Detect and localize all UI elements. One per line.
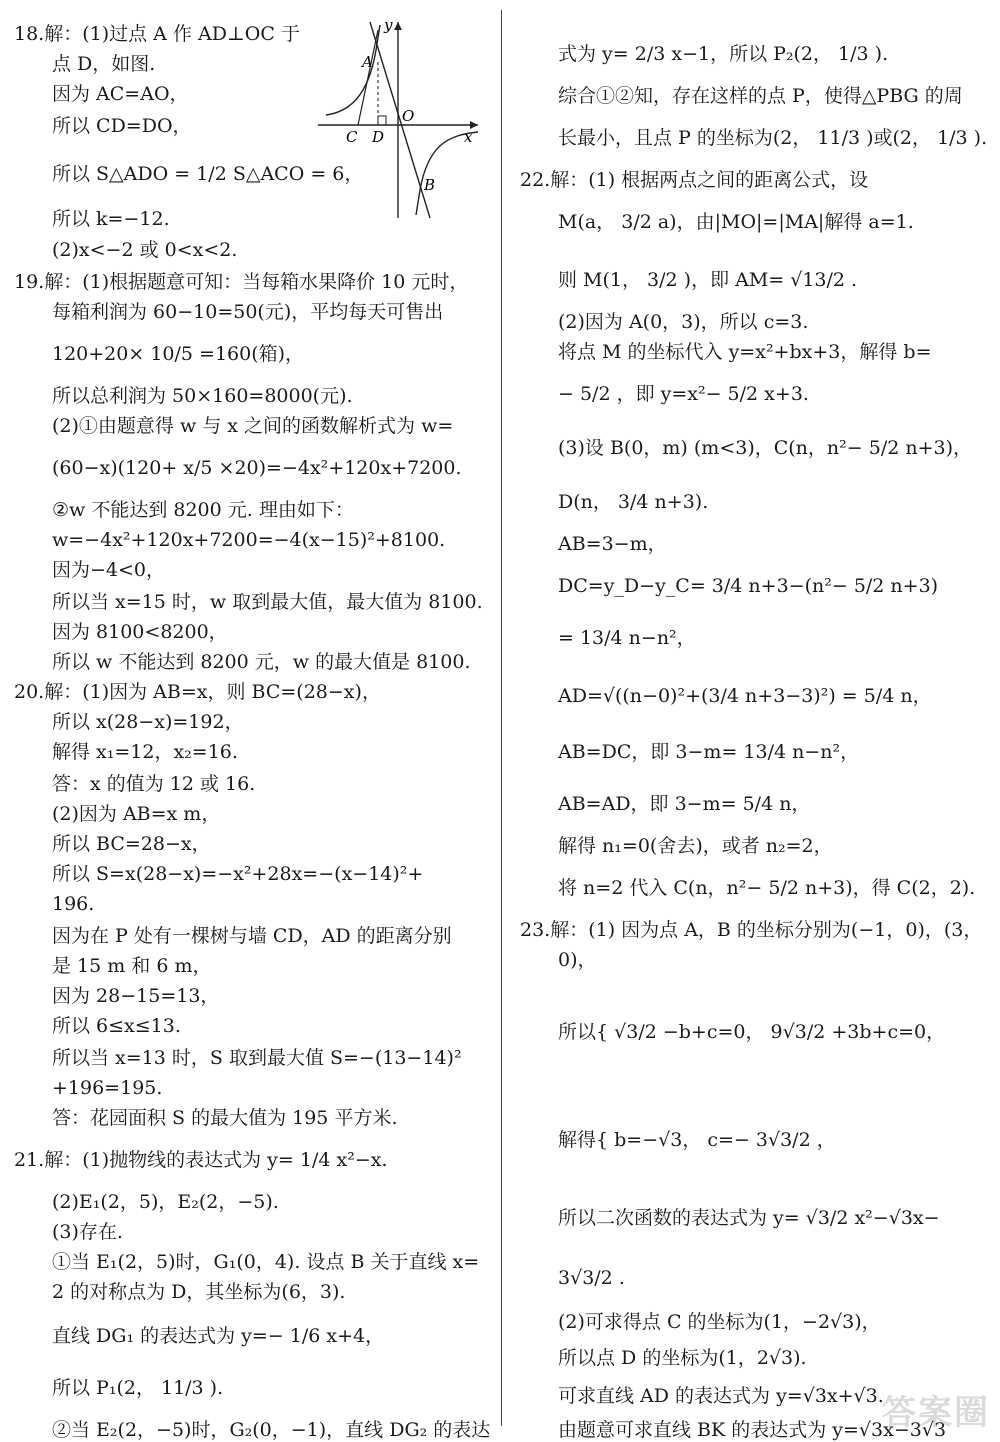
left-text-line: 因为在 P 处有一棵树与墙 CD，AD 的距离分别 — [52, 925, 452, 947]
left-text-line: 答：花园面积 S 的最大值为 195 平方米. — [52, 1107, 398, 1129]
left-text-line: 120+20× 10/5 =160(箱)， — [52, 343, 305, 365]
right-text-line: 23.解：(1) 因为点 A，B 的坐标分别为(−1，0)，(3， — [520, 919, 983, 941]
left-text-line: (2)x<−2 或 0<x<2. — [52, 239, 238, 261]
left-text-line: ①当 E₁(2，5)时，G₁(0，4). 设点 B 关于直线 x= — [52, 1251, 480, 1273]
hyperbola-figure — [318, 20, 483, 220]
label-B: B — [424, 176, 436, 194]
label-C: C — [346, 128, 358, 146]
left-text-line: 所以 CD=DO， — [52, 115, 192, 137]
right-text-line: AB=AD，即 3−m= 5/4 n， — [558, 793, 811, 815]
right-text-line: 则 M(1， 3/2 )，即 AM= √13/2 . — [558, 269, 858, 291]
left-text-line: 所以当 x=13 时，S 取到最大值 S=−(13−14)² — [52, 1047, 462, 1069]
right-text-line: (2)可求得点 C 的坐标为(1，−2√3)， — [558, 1311, 881, 1333]
right-text-line: 将点 M 的坐标代入 y=x²+bx+3，解得 b= — [558, 341, 932, 363]
left-text-line: 所以 BC=28−x， — [52, 833, 211, 855]
right-text-line: AD=√((n−0)²+(3/4 n+3−3)²) = 5/4 n， — [558, 685, 932, 707]
left-text-line: 所以 x(28−x)=192， — [52, 711, 244, 733]
watermark-logo: 答案圈 — [882, 1393, 990, 1433]
right-text-line: 由题意可求直线 BK 的表达式为 y=√3x−3√3 — [558, 1419, 947, 1441]
left-text-line: 20.解：(1)因为 AB=x，则 BC=(28−x)， — [14, 681, 381, 703]
right-text-line: 可求直线 AD 的表达式为 y=√3x+√3. — [558, 1385, 884, 1407]
right-text-line: 解得{ b=−√3， c=− 3√3/2 ， — [558, 1129, 836, 1151]
right-text-line: 将 n=2 代入 C(n，n²− 5/2 n+3)，得 C(2，2). — [558, 877, 976, 899]
right-text-line: AB=DC，即 3−m= 13/4 n−n²， — [558, 741, 860, 763]
left-text-line: +196=195. — [52, 1077, 163, 1099]
left-text-line: 所以 P₁(2， 11/3 ). — [52, 1377, 224, 1399]
right-text-line: (3)设 B(0，m) (m<3)，C(n，n²− 5/2 n+3)， — [558, 437, 973, 459]
label-x: x — [464, 128, 473, 146]
right-text-line: − 5/2 ，即 y=x²− 5/2 x+3. — [558, 383, 809, 405]
left-text-line: 点 D，如图. — [52, 53, 156, 75]
left-text-line: 所以当 x=15 时，w 取到最大值，最大值为 8100. — [52, 591, 483, 613]
left-text-line: 答：x 的值为 12 或 16. — [52, 773, 256, 795]
left-text-line: (2)E₁(2，5)，E₂(2，−5). — [52, 1191, 279, 1213]
right-text-line: AB=3−m， — [558, 533, 667, 555]
left-text-line: 因为 28−15=13， — [52, 985, 220, 1007]
right-text-line: (2)因为 A(0，3)，所以 c=3. — [558, 311, 809, 333]
left-text-line: 是 15 m 和 6 m， — [52, 955, 212, 977]
label-A: A — [362, 53, 373, 71]
right-text-line: 长最小，且点 P 的坐标为(2， 11/3 )或(2， 1/3 ). — [558, 127, 988, 149]
right-text-line: 3√3/2 . — [558, 1267, 625, 1289]
left-text-line: ②当 E₂(2，−5)时，G₂(0，−1)，直线 DG₂ 的表达 — [52, 1419, 491, 1441]
left-text-line: 2 的对称点为 D，其坐标为(6，3). — [52, 1281, 346, 1303]
left-text-line: 直线 DG₁ 的表达式为 y=− 1/6 x+4， — [52, 1325, 385, 1347]
left-text-line: 21.解：(1)抛物线的表达式为 y= 1/4 x²−x. — [14, 1149, 388, 1171]
left-text-line: 因为−4<0， — [52, 559, 166, 581]
left-text-line: 18.解：(1)过点 A 作 AD⊥OC 于 — [14, 23, 300, 45]
left-text-line: (3)存在. — [52, 1221, 123, 1243]
left-text-line: (60−x)(120+ x/5 ×20)=−4x²+120x+7200. — [52, 457, 462, 479]
left-text-line: 196. — [52, 893, 95, 915]
right-text-line: = 13/4 n−n²， — [558, 627, 696, 649]
right-text-line: M(a， 3/2 a)，由|MO|=|MA|解得 a=1. — [558, 211, 914, 233]
right-text-line: 综合①②知，存在这样的点 P，使得△PBG 的周 — [558, 85, 963, 107]
column-divider — [501, 10, 502, 1426]
right-text-line: 解得 n₁=0(舍去)，或者 n₂=2， — [558, 835, 833, 857]
left-text-line: 所以 S△ADO = 1/2 S△ACO = 6， — [52, 163, 364, 185]
label-D: D — [372, 128, 385, 146]
right-text-line: 22.解：(1) 根据两点之间的距离公式，设 — [520, 169, 869, 191]
left-text-line: (2)因为 AB=x m， — [52, 803, 221, 825]
left-text-line: 因为 8100<8200， — [52, 621, 228, 643]
left-text-line: w=−4x²+120x+7200=−4(x−15)²+8100. — [52, 529, 446, 551]
right-text-line: 0)， — [558, 949, 597, 971]
left-text-line: 所以 w 不能达到 8200 元，w 的最大值是 8100. — [52, 651, 471, 673]
right-text-line: D(n， 3/4 n+3). — [558, 491, 709, 513]
left-text-line: 因为 AC=AO， — [52, 83, 189, 105]
right-text-line: 式为 y= 2/3 x−1，所以 P₂(2， 1/3 ). — [558, 43, 889, 65]
left-text-line: ②w 不能达到 8200 元. 理由如下： — [52, 499, 354, 521]
right-text-line: 所以点 D 的坐标为(1，2√3). — [558, 1347, 807, 1369]
label-y: y — [384, 20, 393, 34]
right-text-line: DC=y_D−y_C= 3/4 n+3−(n²− 5/2 n+3) — [558, 575, 939, 597]
left-text-line: (2)①由题意得 w 与 x 之间的函数解析式为 w= — [52, 415, 454, 437]
right-text-line: 所以二次函数的表达式为 y= √3/2 x²−√3x− — [558, 1207, 940, 1229]
left-text-line: 每箱利润为 60−10=50(元)，平均每天可售出 — [52, 301, 444, 323]
left-text-line: 所以 S=x(28−x)=−x²+28x=−(x−14)²+ — [52, 863, 424, 885]
left-text-line: 所以 k=−12. — [52, 208, 170, 230]
left-text-line: 所以总利润为 50×160=8000(元). — [52, 385, 353, 407]
left-text-line: 解得 x₁=12，x₂=16. — [52, 741, 238, 763]
label-O: O — [402, 107, 415, 125]
left-text-line: 19.解：(1)根据题意可知：当每箱水果降价 10 元时， — [14, 271, 469, 293]
left-text-line: 所以 6≤x≤13. — [52, 1015, 181, 1037]
right-text-line: 所以{ √3/2 −b+c=0， 9√3/2 +3b+c=0， — [558, 1021, 946, 1043]
